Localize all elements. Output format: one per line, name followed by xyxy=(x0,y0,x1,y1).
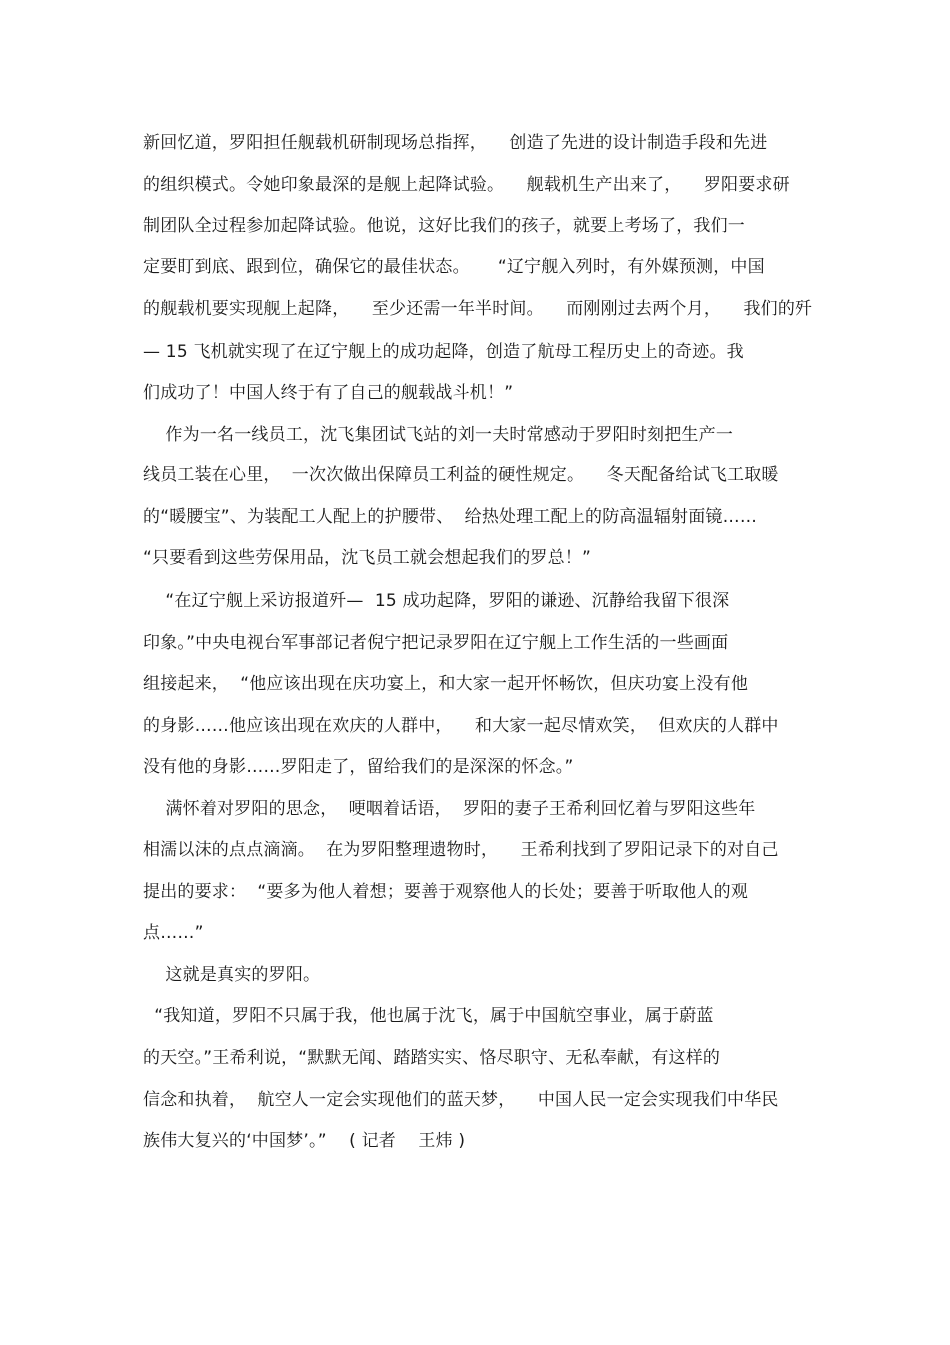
text-line: 的天空。”王希利说，“默默无闻、踏踏实实、恪尽职守、无私奉献，有这样的 xyxy=(143,1048,721,1068)
text-line: 的“暖腰宝”、为装配工人配上的护腰带、 给热处理工配上的防高温辐射面镜…… xyxy=(143,507,758,527)
text-line: 作为一名一线员工，沈飞集团试飞站的刘一夫时常感动于罗阳时刻把生产一 xyxy=(143,425,734,445)
text-line: 印象。”中央电视台军事部记者倪宁把记录罗阳在辽宁舰上工作生活的一些画面 xyxy=(143,633,729,653)
text-line: 线员工装在心里， 一次次做出保障员工利益的硬性规定。 冬天配备给试飞工取暖 xyxy=(143,465,779,485)
text-line: 定要盯到底、跟到位，确保它的最佳状态。 “辽宁舰入列时，有外媒预测，中国 xyxy=(143,257,765,277)
text-line: 点……” xyxy=(143,923,204,943)
text-line: 的身影……他应该出现在欢庆的人群中， 和大家一起尽情欢笑， 但欢庆的人群中 xyxy=(143,716,779,736)
text-line: 这就是真实的罗阳。 xyxy=(143,965,321,985)
text-line: 没有他的身影……罗阳走了，留给我们的是深深的怀念。” xyxy=(143,757,574,777)
text-line: 的舰载机要实现舰上起降， 至少还需一年半时间。 而刚刚过去两个月， 我们的歼 xyxy=(143,299,813,319)
text-line: 制团队全过程参加起降试验。他说，这好比我们的孩子，就要上考场了，我们一 xyxy=(143,216,745,236)
text-line: “我知道，罗阳不只属于我，他也属于沈飞，属于中国航空事业，属于蔚蓝 xyxy=(143,1006,714,1026)
text-line: — 15 飞机就实现了在辽宁舰上的成功起降，创造了航母工程历史上的奇迹。我 xyxy=(143,342,744,362)
text-line: 组接起来， “他应该出现在庆功宴上，和大家一起开怀畅饮，但庆功宴上没有他 xyxy=(143,674,749,694)
text-line: 的组织模式。令她印象最深的是舰上起降试验。 舰载机生产出来了， 罗阳要求研 xyxy=(143,175,790,195)
text-line: 族伟大复兴的‘中国梦’。” ( 记者 王炜 ) xyxy=(143,1131,466,1151)
text-line: “只要看到这些劳保用品，沈飞员工就会想起我们的罗总！” xyxy=(143,548,592,568)
text-line: 提出的要求： “要多为他人着想；要善于观察他人的长处；要善于听取他人的观 xyxy=(143,882,749,902)
text-line: 满怀着对罗阳的思念， 哽咽着话语， 罗阳的妻子王希利回忆着与罗阳这些年 xyxy=(143,799,756,819)
text-line: “在辽宁舰上采访报道歼— 15 成功起降，罗阳的谦逊、沉静给我留下很深 xyxy=(143,591,730,611)
text-line: 新回忆道，罗阳担任舰载机研制现场总指挥， 创造了先进的设计制造手段和先进 xyxy=(143,133,768,153)
text-line: 信念和执着， 航空人一定会实现他们的蓝天梦， 中国人民一定会实现我们中华民 xyxy=(143,1090,779,1110)
text-line: 们成功了！中国人终于有了自己的舰载战斗机！” xyxy=(143,383,514,403)
text-line: 相濡以沫的点点滴滴。 在为罗阳整理遗物时， 王希利找到了罗阳记录下的对自己 xyxy=(143,840,779,860)
